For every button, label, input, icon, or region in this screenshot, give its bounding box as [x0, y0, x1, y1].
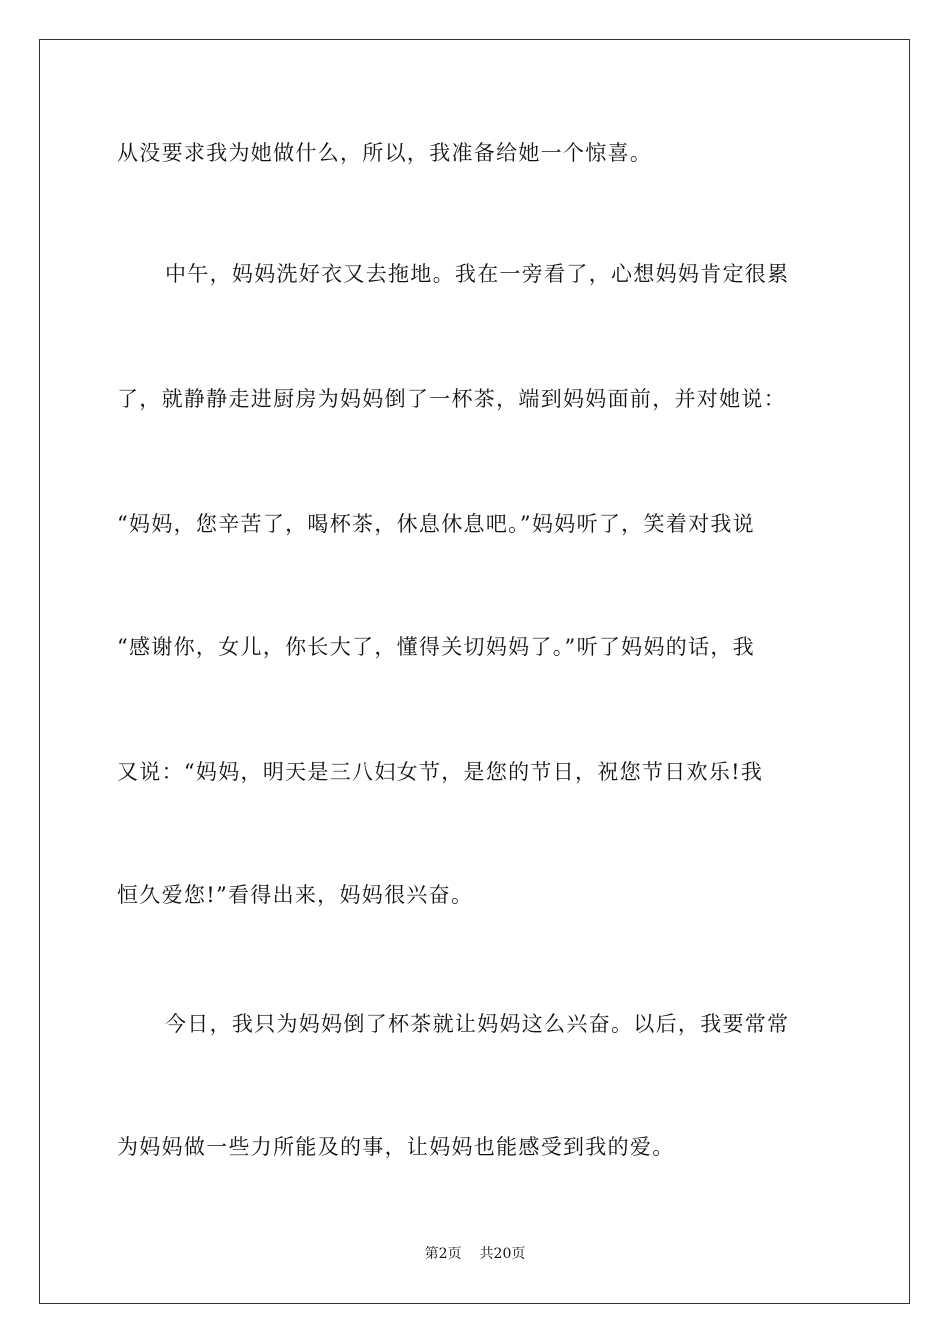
page-footer — [0, 1244, 950, 1264]
text-line: 从没要求我为她做什么，所以，我准备给她一个惊喜。 — [117, 141, 653, 165]
page-number: 第2页 — [424, 1246, 462, 1262]
text-line: “感谢你，女儿，你长大了，懂得关切妈妈了。”听了妈妈的话，我 — [117, 635, 755, 659]
page-border — [39, 39, 910, 1304]
page-total: 共20页 — [479, 1246, 526, 1262]
text-line: “妈妈，您辛苦了，喝杯茶，休息休息吧。”妈妈听了，笑着对我说 — [117, 512, 755, 536]
text-line: 为妈妈做一些力所能及的事，让妈妈也能感受到我的爱。 — [117, 1135, 675, 1159]
text-line: 了，就静静走进厨房为妈妈倒了一杯茶，端到妈妈面前，并对她说： — [117, 387, 786, 411]
text-line: 中午，妈妈洗好衣又去拖地。我在一旁看了，心想妈妈肯定很累 — [165, 262, 790, 286]
text-line: 今日，我只为妈妈倒了杯茶就让妈妈这么兴奋。以后，我要常常 — [165, 1012, 790, 1036]
text-line: 又说：“妈妈，明天是三八妇女节，是您的节日，祝您节日欢乐!我 — [117, 760, 764, 784]
text-line: 恒久爱您!”看得出来，妈妈很兴奋。 — [117, 883, 474, 907]
